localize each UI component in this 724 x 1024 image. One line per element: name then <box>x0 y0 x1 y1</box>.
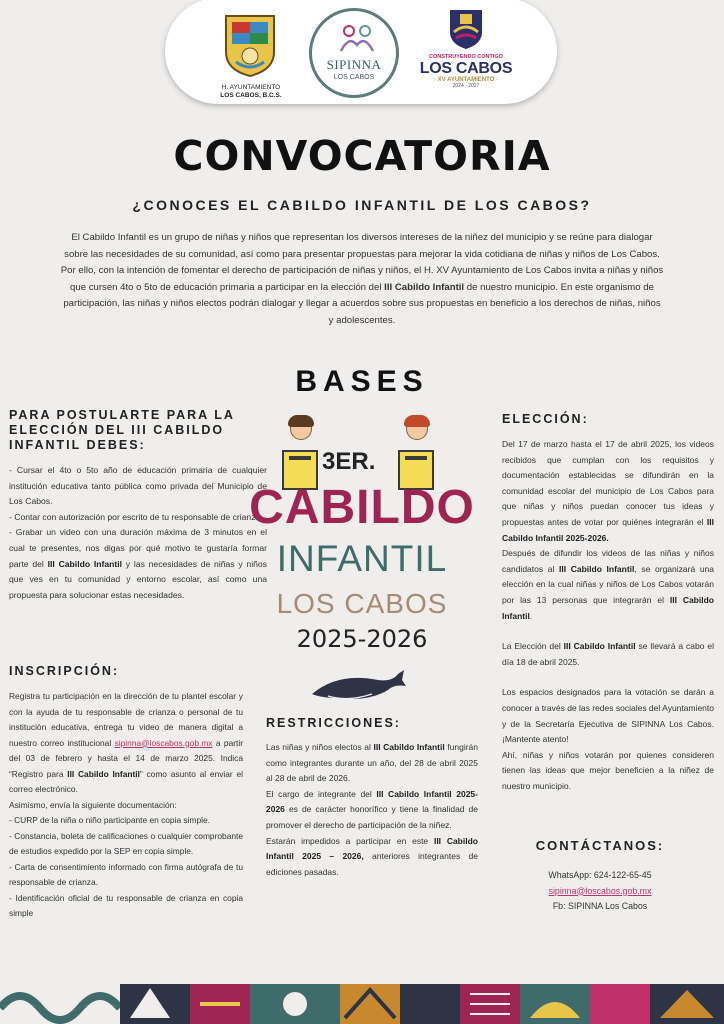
artwork-infantil: INFANTIL <box>276 538 448 579</box>
sipinna-children-icon <box>338 23 376 53</box>
artwork-ordinal: 3ER. <box>322 448 376 475</box>
decorative-pattern-icon <box>0 978 724 1024</box>
ayuntamiento-shield-logo <box>222 12 278 78</box>
eleccion-body: Del 17 de marzo hasta el 17 de abril 2025, los videos recibidos que cumplan con los requisitos y documentación establecidas se difundirán en la comunidad escolar del municipio de Los Cabos para que niñas y niños puedan conocer tus ideas y propuestas antes de votar por quiénes integrarán el III Cabildo Infantil 2025-2026. Después de difundir los videos de las niñas y niños candidatos al III Cabildo Infantil, se organizará una elección en la cual niñas y niños de Los Cabos votarán por las 13 personas que integrarán el III Cabildo Infantil. La Elección del III Cabildo Infantil se llevará a cabo el día 18 de abril 2025. Los espacios designados para la votación se darán a conocer a través de las redes sociales del Ayuntamiento y de la Secretaría Ejecutiva de SIPINNA Los Cabos. ¡Mantente atento! Ahí, niñas y niños votarán por quienes consideren tienen las ideas que mejor beneficien a la niñez de nuestro municipio. <box>502 439 714 791</box>
artwork-years: 2025-2026 <box>296 625 428 653</box>
contact-whatsapp: WhatsApp: 624-122-65-45 <box>548 870 652 880</box>
whale-icon <box>308 668 408 704</box>
inscripcion-heading: INSCRIPCIÓN: <box>9 664 120 678</box>
xv-ayuntamiento-logo: CONSTRUYENDO CONTIGO LOS CABOS · XV AYUNTAMIENTO · 2024 - 2027 <box>418 8 514 100</box>
inscripcion-body: Registra tu participación en la dirección de tu plantel escolar y con la ayuda de tu responsable de crianza o personal de tu institución educativa, entrega tu video de manera digital a nuestro correo institucional sipinna@loscabos.gob.mx a partir del 03 de febrero y hasta el 14 de marzo 2025. Indica “Registro para III Cabildo Infantil” como asunto al enviar el correo electrónico. Asimismo, envía la siguiente documentación: - CURP de la niña o niño participante en copia simple. - Constancia, boleta de calificaciones o cualquier comprobante de estudios expedido por la SEP en copia simple. - Carta de consentimiento informado con firma autógrafa de tu responsable de crianza. - Identificación oficial de tu responsable de crianza en copia simple <box>9 691 244 918</box>
intro-text <box>60 230 664 330</box>
ayuntamiento-caption: H. AYUNTAMIENTO LOS CABOS, B.C.S. <box>220 84 282 99</box>
eleccion-section <box>502 412 714 794</box>
contact-email-link[interactable]: sipinna@loscabos.gob.mx <box>548 885 652 896</box>
intro-paragraph-2: Por ello, con la intención de fomentar el derecho de participación de niñas y niños, el H. XV Ayuntamiento de Los Cabos invita a niñas y niños que cursen 4to o 5to de educación primaria a participar en la elección del III Cabildo Infantil de nuestro municipio. En este organismo de participación, las niñas y niños electos podrán dialogar y llegar a acuerdos sobre sus propuestas en beneficio a los derechos de niñas, niños y adolescentes. <box>60 265 664 326</box>
restricciones-body: Las niñas y niños electos al III Cabildo Infantil fungirán como integrantes durante un año, del 28 de abril 2025 al 28 de abril de 2026. El cargo de integrante del III Cabildo Infantil 2025-2026 es de carácter honorífico y tiene la finalidad de promover el derecho de participación de la niñez. Estarán impedidos a participar en este III Cabildo Infantil 2025 – 2026, anteriores integrantes de ediciones pasadas. <box>266 742 478 877</box>
sipinna-logo: SIPINNA LOS CABOS <box>309 8 399 98</box>
postular-heading: PARA POSTULARTE PARA LA ELECCIÓN DEL III CABILDO INFANTIL DEBES: <box>9 408 235 452</box>
cabildo-infantil-artwork <box>238 410 486 710</box>
contacto-info <box>500 868 700 915</box>
page-subtitle: ¿CONOCES EL CABILDO INFANTIL DE LOS CABOS? <box>132 197 592 213</box>
restricciones-heading: RESTRICCIONES: <box>266 716 401 730</box>
postular-body: - Cursar el 4to o 5to año de educación primaria de cualquier institución educativa tanto pública como privada del Municipio de Los Cabos. - Contar con autorización por escrito de tu responsable de crianza. - Grabar un video con una duración máxima de 3 minutos en el cual te presentes, nos digas por qué motivo te gustaría formar parte del III Cabildo Infantil y las necesidades de niñas y niños que ves en tu comunidad y entorno escolar, así como una propuesta para solucionar estas necesidades. <box>9 465 267 600</box>
page-title: CONVOCATORIA <box>173 132 551 180</box>
contact-facebook: Fb: SIPINNA Los Cabos <box>552 901 648 911</box>
inscripcion-section <box>9 664 243 922</box>
artwork-cabildo: CABILDO <box>249 481 475 534</box>
artwork-los-cabos: LOS CABOS <box>276 588 448 619</box>
eleccion-heading: ELECCIÓN: <box>502 412 589 426</box>
restricciones-section <box>266 716 478 880</box>
decorative-bottom-strip <box>0 978 724 1024</box>
bases-heading: BASES <box>295 365 429 398</box>
inscripcion-email-link[interactable]: sipinna@loscabos.gob.mx <box>114 737 213 748</box>
postular-section <box>9 408 267 603</box>
intro-paragraph-1: El Cabildo Infantil es un grupo de niñas y niños que representan los diversos intereses de la niñez del municipio y se reúne para dialogar sobre las necesidades de su comunidad, así como para presentar propuestas para mejorar la vida cotidiana de niñas y niños de Los Cabos. <box>64 232 660 260</box>
contacto-heading: CONTÁCTANOS: <box>535 838 665 853</box>
los-cabos-crest-icon <box>448 8 484 50</box>
